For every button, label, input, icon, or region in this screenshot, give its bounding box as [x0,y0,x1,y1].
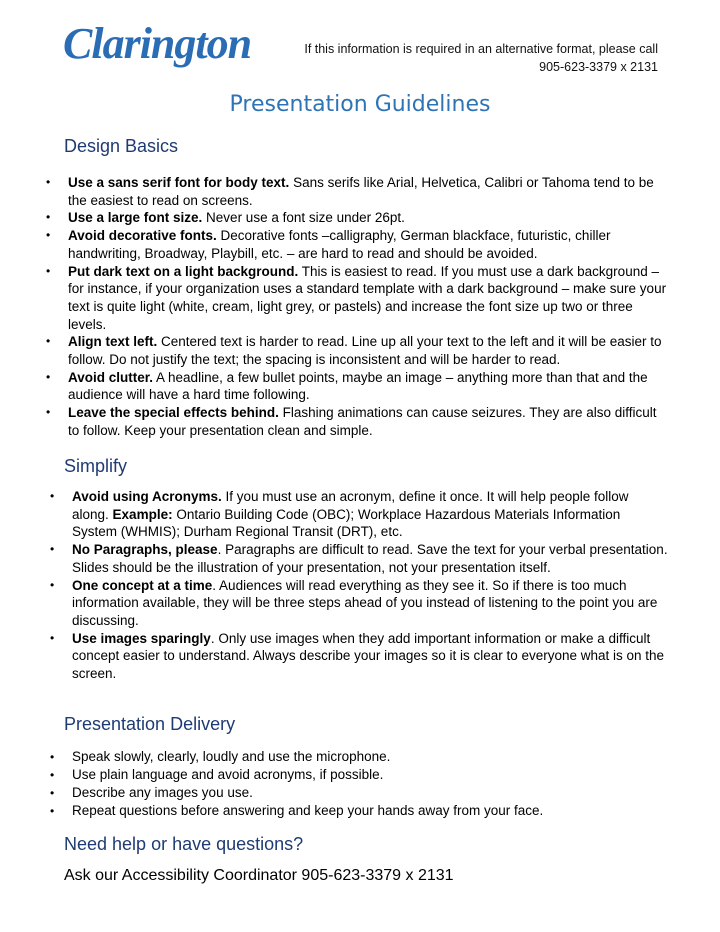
item-bold: Align text left. [68,334,158,350]
contact-info: Ask our Accessibility Coordinator 905-623-3379 x 2131 [64,867,454,884]
bullet-icon: • [46,263,51,278]
item-text: Never use a font size under 26pt. [202,210,405,226]
item-text-example: Ontario Building Code (OBC); Workplace Hazardous Materials Information System (WHMIS); Durham Regional Transit (DRT), etc. [72,506,621,540]
item-bold: Put dark text on a light background. [68,263,299,279]
item-bold: Use a sans serif font for body text. [68,175,290,190]
item-text: Decorative fonts –calligraphy, German blackface, futuristic, chiller handwriting, Broadway, Playbill, etc. – are hard to read and should be avoided. [68,228,611,261]
list-item [50,577,668,630]
list-item [50,630,668,683]
bullet-icon: • [50,577,55,592]
bullet-icon: • [50,489,55,503]
item-text: Repeat questions before answering and keep your hands away from your face. [72,803,544,818]
bullet-icon: • [50,804,55,818]
list-item [50,766,668,784]
bullet-icon: • [46,228,51,243]
help-heading: Need help or have questions? [64,834,304,854]
list-item [46,333,668,368]
delivery-heading: Presentation Delivery [64,714,236,734]
item-bold: Avoid decorative fonts. [68,228,217,244]
list-item [50,784,668,802]
design-basics-list [46,174,668,440]
item-text: Flashing animations can cause seizures. They are also difficult to follow. Keep your presentation clean and simple. [68,405,657,438]
alt-format-line1: If this information is required in an alternative format, please call [304,42,658,56]
item-text: . Audiences will read everything as they see it. So if there is too much information available, they will be three steps ahead of you instead of listening to the point you are discussing. [72,577,658,628]
alt-format-notice [270,40,658,76]
list-item [46,209,668,227]
list-item [50,802,668,820]
bullet-icon: • [46,175,51,189]
item-bold-example: Example: [112,506,173,522]
item-text: Use plain language and avoid acronyms, if possible. [72,767,384,782]
bullet-icon: • [50,768,55,782]
clarington-logo: Clarington [63,19,252,68]
bullet-icon: • [50,630,55,645]
item-bold: No Paragraphs, please [72,542,218,558]
design-basics-heading: Design Basics [64,136,179,156]
item-bold: Leave the special effects behind. [68,405,279,421]
bullet-icon: • [50,750,55,764]
item-text: . Paragraphs are difficult to read. Save the text for your verbal presentation. Slides should be the illustration of your presentation, not your presentation itself. [72,542,668,575]
item-text: Describe any images you use. [72,785,253,800]
bullet-icon: • [50,542,55,557]
bullet-icon: • [46,334,51,349]
bullet-icon: • [46,210,51,225]
item-text: This is easiest to read. If you must use a dark background – for instance, if your organization uses a standard template with a dark background – make sure your text is quite light (white, cream, light grey, or pastels) and increase the font size up two or three levels. [68,263,667,332]
bullet-icon: • [46,369,51,384]
simplify-heading: Simplify [64,456,128,476]
page-title: Presentation Guidelines [229,92,491,117]
item-text: Centered text is harder to read. Line up all your text to the left and it will be easier to follow. Do not justify the text; the spacing is inconsistent and will be harder to read. [68,334,662,368]
list-item [46,227,668,262]
list-item [46,263,668,334]
bullet-icon: • [46,405,51,420]
item-text: If you must use an acronym, define it once. It will help people follow along. [72,489,629,522]
list-item [46,174,668,209]
item-text: Sans serifs like Arial, Helvetica, Calibri or Tahoma tend to be the easiest to read on screens. [68,175,654,208]
list-item [50,541,668,576]
item-bold: Use images sparingly [72,630,211,646]
list-item [50,488,668,541]
item-text: . Only use images when they add important information or make a difficult concept easier to understand. Always describe your images so it is clear to everyone what is on the screen. [72,630,665,682]
bullet-icon: • [50,786,55,800]
delivery-list [50,748,668,820]
alt-format-phone: 905-623-3379 x 2131 [539,60,658,74]
list-item [50,748,668,766]
item-text: Speak slowly, clearly, loudly and use the microphone. [72,749,391,764]
simplify-list [50,488,668,683]
item-text: A headline, a few bullet points, maybe an image – anything more than that and the audience will have a hard time following. [68,369,648,403]
item-bold: Use a large font size. [68,210,203,226]
item-bold: Avoid using Acronyms. [72,489,222,504]
list-item [46,404,668,439]
list-item [46,369,668,404]
item-bold: Avoid clutter. [68,369,154,385]
item-bold: One concept at a time [72,577,213,593]
